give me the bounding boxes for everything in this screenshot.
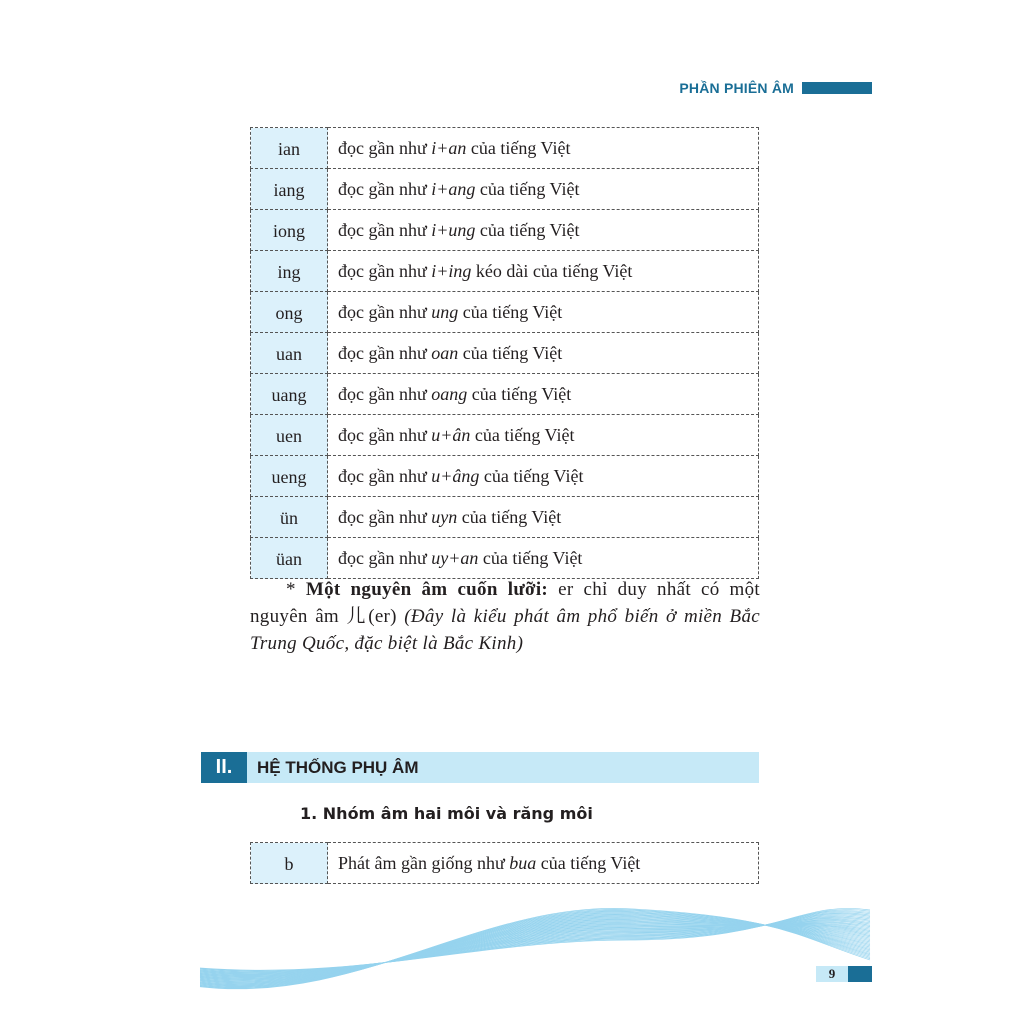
- vowel-row: [251, 538, 759, 579]
- pinyin-symbol: iong: [251, 210, 328, 251]
- pronunciation-description: [328, 415, 759, 456]
- page-number-bar: [848, 966, 872, 982]
- note-star: *: [286, 579, 306, 600]
- description-suffix: của tiếng Việt: [466, 137, 571, 158]
- section-number: II.: [201, 752, 247, 783]
- description-text: đọc gần như: [338, 137, 432, 158]
- description-text: đọc gần như: [338, 465, 432, 486]
- consonant-row: [251, 843, 759, 884]
- description-example: ung: [431, 301, 459, 322]
- vowel-row: [251, 251, 759, 292]
- pronunciation-description: [328, 210, 759, 251]
- description-suffix: của tiếng Việt: [478, 547, 583, 568]
- pronunciation-description: [328, 497, 759, 538]
- description-example: i+an: [431, 137, 467, 158]
- description-text: đọc gần như: [338, 178, 432, 199]
- description-text: đọc gần như: [338, 506, 432, 527]
- pronunciation-description: [328, 128, 759, 169]
- description-example: u+âng: [431, 465, 480, 486]
- pinyin-symbol: ian: [251, 128, 328, 169]
- note-italic: (Đây là kiểu phát âm phổ biến ở miền Bắc Trung Quốc, đặc biệt là Bắc Kinh): [250, 606, 760, 654]
- pronunciation-description: [328, 169, 759, 210]
- description-suffix: của tiếng Việt: [470, 424, 575, 445]
- vowel-table: [250, 127, 759, 579]
- description-text: đọc gần như: [338, 219, 432, 240]
- description-text: đọc gần như: [338, 342, 432, 363]
- header-title: PHẦN PHIÊN ÂM: [679, 80, 794, 96]
- pronunciation-description: [328, 251, 759, 292]
- description-suffix: của tiếng Việt: [536, 852, 641, 873]
- description-suffix: của tiếng Việt: [457, 506, 562, 527]
- pronunciation-description: [328, 333, 759, 374]
- pinyin-symbol: üan: [251, 538, 328, 579]
- pronunciation-description: [328, 456, 759, 497]
- note-bold: Một nguyên âm cuốn lưỡi:: [305, 579, 549, 600]
- description-suffix: của tiếng Việt: [458, 301, 563, 322]
- header-bar: [802, 82, 872, 94]
- description-example: oan: [431, 342, 459, 363]
- description-example: u+ân: [431, 424, 471, 445]
- note-paragraph: [250, 576, 760, 657]
- description-text: đọc gần như: [338, 301, 432, 322]
- pinyin-symbol: uang: [251, 374, 328, 415]
- pinyin-symbol: ün: [251, 497, 328, 538]
- page-number: 9: [816, 966, 848, 982]
- vowel-row: [251, 374, 759, 415]
- description-example: uy+an: [431, 547, 479, 568]
- description-example: bua: [509, 852, 537, 873]
- pinyin-symbol: ong: [251, 292, 328, 333]
- vowel-row: [251, 333, 759, 374]
- vowel-row: [251, 497, 759, 538]
- vowel-row: [251, 456, 759, 497]
- consonant-table: [250, 842, 759, 884]
- description-example: uyn: [431, 506, 458, 527]
- description-suffix: kéo dài của tiếng Việt: [471, 260, 633, 281]
- description-example: i+ing: [431, 260, 472, 281]
- pronunciation-description: [328, 843, 759, 884]
- pinyin-symbol: ing: [251, 251, 328, 292]
- pronunciation-description: [328, 292, 759, 333]
- pronunciation-description: [328, 374, 759, 415]
- pronunciation-description: [328, 538, 759, 579]
- description-example: i+ang: [431, 178, 476, 199]
- running-header: [679, 80, 872, 96]
- vowel-row: [251, 292, 759, 333]
- pinyin-symbol: uan: [251, 333, 328, 374]
- vowel-row: [251, 210, 759, 251]
- vowel-row: [251, 169, 759, 210]
- vowel-row: [251, 128, 759, 169]
- pinyin-symbol: b: [251, 843, 328, 884]
- description-text: Phát âm gần giống như: [338, 852, 510, 873]
- description-suffix: của tiếng Việt: [475, 178, 580, 199]
- description-example: oang: [431, 383, 468, 404]
- pinyin-symbol: iang: [251, 169, 328, 210]
- description-suffix: của tiếng Việt: [458, 342, 563, 363]
- description-text: đọc gần như: [338, 547, 432, 568]
- description-text: đọc gần như: [338, 383, 432, 404]
- decorative-waves: [180, 880, 880, 1010]
- description-suffix: của tiếng Việt: [475, 219, 580, 240]
- description-text: đọc gần như: [338, 424, 432, 445]
- subheading: 1. Nhóm âm hai môi và răng môi: [300, 804, 593, 823]
- description-suffix: của tiếng Việt: [479, 465, 584, 486]
- note-text: er chỉ duy nhất có một nguyên âm 儿(er): [250, 579, 761, 627]
- description-example: i+ung: [431, 219, 476, 240]
- pinyin-symbol: ueng: [251, 456, 328, 497]
- section-heading: [201, 752, 759, 783]
- description-text: đọc gần như: [338, 260, 432, 281]
- section-title: HỆ THỐNG PHỤ ÂM: [257, 757, 419, 777]
- vowel-row: [251, 415, 759, 456]
- description-suffix: của tiếng Việt: [467, 383, 572, 404]
- pinyin-symbol: uen: [251, 415, 328, 456]
